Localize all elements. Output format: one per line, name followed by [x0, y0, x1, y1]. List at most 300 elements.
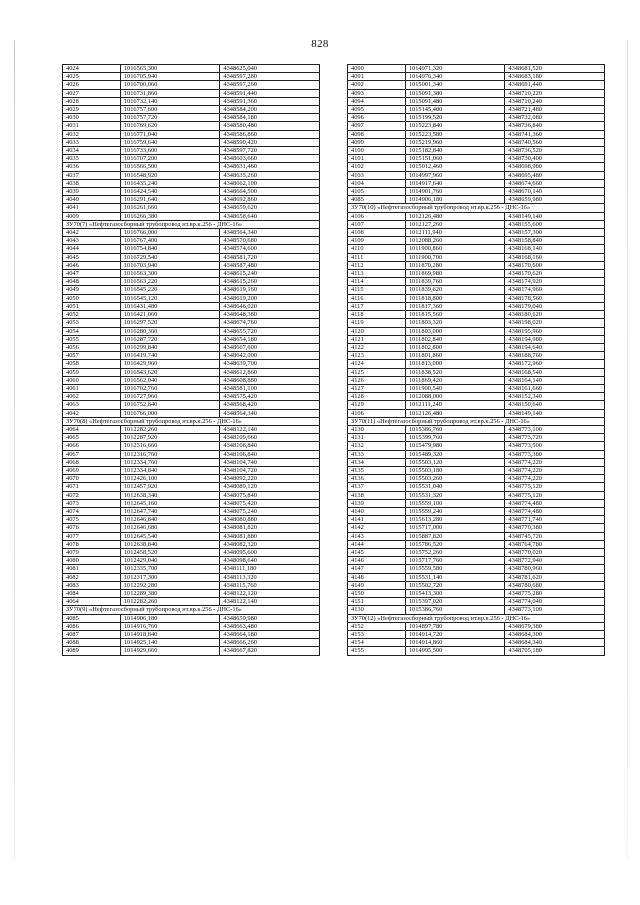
x-coordinate-cell: 1016431,480 [120, 302, 220, 310]
point-number-cell: 4035 [63, 155, 121, 163]
coordinate-row [63, 475, 320, 483]
point-number-cell: 4111 [348, 253, 406, 261]
y-coordinate-cell: 4348081,880 [220, 532, 320, 540]
x-coordinate-cell: 1015012,460 [405, 163, 505, 171]
x-coordinate-cell: 1015503,180 [405, 466, 505, 474]
y-coordinate-cell: 4348730,400 [505, 155, 605, 163]
coordinate-row [348, 606, 605, 614]
y-coordinate-cell: 4348740,560 [505, 138, 605, 146]
x-coordinate-cell: 1015413,300 [405, 590, 505, 598]
y-coordinate-cell: 4348710,220 [505, 89, 605, 97]
coordinate-row [348, 647, 605, 655]
y-coordinate-cell: 4348674,760 [220, 319, 320, 327]
y-coordinate-cell: 4348663,480 [220, 622, 320, 630]
coordinate-row [348, 425, 605, 433]
point-number-cell: 4057 [63, 352, 121, 360]
coordinate-row [348, 458, 605, 466]
coordinate-row [63, 434, 320, 442]
point-number-cell: 4059 [63, 368, 121, 376]
coordinate-row [348, 130, 605, 138]
x-coordinate-cell: 1012429,040 [120, 557, 220, 565]
point-number-cell: 4152 [348, 622, 406, 630]
x-coordinate-cell: 1012638,340 [120, 491, 220, 499]
y-coordinate-cell: 4348774,220 [505, 458, 605, 466]
point-number-cell: 4133 [348, 450, 406, 458]
y-coordinate-cell: 4348584,180 [220, 114, 320, 122]
y-coordinate-cell: 4348152,340 [505, 393, 605, 401]
coordinate-row [348, 434, 605, 442]
x-coordinate-cell: 1015223,840 [405, 122, 505, 130]
y-coordinate-cell: 4348705,180 [505, 647, 605, 655]
y-coordinate-cell: 4348574,600 [220, 245, 320, 253]
coordinate-row [63, 319, 320, 327]
x-coordinate-cell: 1012335,700 [120, 565, 220, 573]
x-coordinate-cell: 1012426,100 [120, 475, 220, 483]
y-coordinate-cell: 4348075,840 [220, 491, 320, 499]
x-coordinate-cell: 1015531,140 [405, 573, 505, 581]
coordinate-row [63, 409, 320, 417]
coordinate-row [63, 122, 320, 130]
x-coordinate-cell: 1016733,600 [120, 147, 220, 155]
x-coordinate-cell: 1016766,000 [120, 229, 220, 237]
point-number-cell: 4092 [348, 81, 406, 89]
point-number-cell: 4086 [63, 622, 121, 630]
x-coordinate-cell: 1016757,720 [120, 114, 220, 122]
x-coordinate-cell: 1012126,480 [405, 212, 505, 220]
y-coordinate-cell: 4348698,980 [505, 163, 605, 171]
y-coordinate-cell: 4348158,840 [505, 237, 605, 245]
coordinate-row [63, 171, 320, 179]
x-coordinate-cell: 1016759,640 [120, 138, 220, 146]
coordinate-row [348, 384, 605, 392]
x-coordinate-cell: 1016566,500 [120, 163, 220, 171]
y-coordinate-cell: 4348658,640 [220, 212, 320, 220]
x-coordinate-cell: 1012645,540 [120, 532, 220, 540]
x-coordinate-cell: 1012289,380 [120, 590, 220, 598]
coordinate-row [348, 294, 605, 302]
point-number-cell: 4026 [63, 81, 121, 89]
x-coordinate-cell: 1012316,660 [120, 442, 220, 450]
point-number-cell: 4112 [348, 261, 406, 269]
point-number-cell: 4106 [348, 212, 406, 220]
section-header-text: ЗУ70(11) «Нефтегазосборный трубопровод нт.вр.к.256 - ДНС-16» [348, 417, 605, 425]
x-coordinate-cell: 1016702,760 [120, 384, 220, 392]
coordinate-row [63, 491, 320, 499]
coordinate-row [348, 147, 605, 155]
x-coordinate-cell: 1016545,220 [120, 286, 220, 294]
y-coordinate-cell: 4348691,440 [505, 81, 605, 89]
section-header-row [348, 204, 605, 212]
y-coordinate-cell: 4348587,480 [220, 261, 320, 269]
x-coordinate-cell: 1014917,640 [405, 179, 505, 187]
coordinate-row [348, 278, 605, 286]
section-header-row [63, 606, 320, 614]
y-coordinate-cell: 4348642,000 [220, 352, 320, 360]
coordinate-row [63, 179, 320, 187]
y-coordinate-cell: 4348568,420 [220, 401, 320, 409]
coordinate-row [348, 540, 605, 548]
point-number-cell: 4115 [348, 286, 406, 294]
y-coordinate-cell: 4348174,920 [505, 278, 605, 286]
point-number-cell: 4064 [63, 425, 121, 433]
point-number-cell: 4042 [63, 229, 121, 237]
x-coordinate-cell: 1015223,580 [405, 130, 505, 138]
y-coordinate-cell: 4348741,360 [505, 130, 605, 138]
coordinate-row [348, 245, 605, 253]
coordinate-row [348, 311, 605, 319]
coordinate-row [348, 270, 605, 278]
x-coordinate-cell: 1012646,680 [120, 524, 220, 532]
y-coordinate-cell: 4348666,260 [220, 639, 320, 647]
x-coordinate-cell: 1012088,000 [405, 393, 505, 401]
y-coordinate-cell: 4348075,240 [220, 507, 320, 515]
y-coordinate-cell: 4348161,660 [505, 384, 605, 392]
x-coordinate-cell: 1015503,120 [405, 458, 505, 466]
point-number-cell: 4101 [348, 155, 406, 163]
x-coordinate-cell: 1016261,660 [120, 204, 220, 212]
point-number-cell: 4104 [348, 179, 406, 187]
point-number-cell: 4130 [348, 425, 406, 433]
y-coordinate-cell: 4348659,980 [220, 614, 320, 622]
point-number-cell: 4047 [63, 270, 121, 278]
coordinate-row [63, 278, 320, 286]
point-number-cell: 4066 [63, 442, 121, 450]
y-coordinate-cell: 4348194,980 [505, 335, 605, 343]
x-coordinate-cell: 1012647,740 [120, 507, 220, 515]
point-number-cell: 4031 [63, 122, 121, 130]
point-number-cell: 4149 [348, 581, 406, 589]
y-coordinate-cell: 4348679,380 [505, 622, 605, 630]
x-coordinate-cell: 1012317,300 [120, 573, 220, 581]
coordinate-row [63, 483, 320, 491]
coordinate-row [348, 196, 605, 204]
y-coordinate-cell: 4348684,340 [505, 639, 605, 647]
coordinate-row [63, 540, 320, 548]
coordinate-row [63, 188, 320, 196]
point-number-cell: 4135 [348, 466, 406, 474]
y-coordinate-cell: 4348648,380 [220, 311, 320, 319]
x-coordinate-cell: 1011838,520 [405, 368, 505, 376]
y-coordinate-cell: 4348597,260 [220, 81, 320, 89]
x-coordinate-cell: 1016767,400 [120, 237, 220, 245]
x-coordinate-cell: 1014971,320 [405, 65, 505, 73]
x-coordinate-cell: 1011818,800 [405, 294, 505, 302]
coordinate-row [348, 229, 605, 237]
x-coordinate-cell: 1015717,000 [405, 524, 505, 532]
coordinate-row [348, 557, 605, 565]
coordinate-row [348, 327, 605, 335]
point-number-cell: 4137 [348, 483, 406, 491]
x-coordinate-cell: 1012292,280 [120, 581, 220, 589]
y-coordinate-cell: 4348732,080 [505, 114, 605, 122]
y-coordinate-cell: 4348780,680 [505, 581, 605, 589]
point-number-cell: 4063 [63, 401, 121, 409]
point-number-cell: 4037 [63, 171, 121, 179]
y-coordinate-cell: 4348106,840 [220, 450, 320, 458]
coordinate-row [63, 204, 320, 212]
section-header-row [348, 417, 605, 425]
x-coordinate-cell: 1014906,180 [405, 196, 505, 204]
coordinate-row [63, 89, 320, 97]
x-coordinate-cell: 1014929,660 [120, 647, 220, 655]
y-coordinate-cell: 4348564,340 [220, 409, 320, 417]
point-number-cell: 4062 [63, 393, 121, 401]
coordinate-row [63, 557, 320, 565]
x-coordinate-cell: 1015386,760 [405, 606, 505, 614]
y-coordinate-cell: 4348195,960 [505, 327, 605, 335]
point-number-cell: 4024 [63, 65, 121, 73]
x-coordinate-cell: 1012645,160 [120, 499, 220, 507]
y-coordinate-cell: 4348075,420 [220, 499, 320, 507]
y-coordinate-cell: 4348591,360 [220, 97, 320, 105]
point-number-cell: 4060 [63, 376, 121, 384]
x-coordinate-cell: 1011815,560 [405, 311, 505, 319]
point-number-cell: 4052 [63, 311, 121, 319]
coordinate-row [63, 360, 320, 368]
y-coordinate-cell: 4348603,660 [220, 155, 320, 163]
x-coordinate-cell: 1011813,000 [405, 360, 505, 368]
coordinate-row [348, 581, 605, 589]
y-coordinate-cell: 4348646,020 [220, 302, 320, 310]
x-coordinate-cell: 1016545,120 [120, 294, 220, 302]
y-coordinate-cell: 4348771,740 [505, 516, 605, 524]
y-coordinate-cell: 4348775,120 [505, 491, 605, 499]
x-coordinate-cell: 1011839,760 [405, 278, 505, 286]
coordinate-row [348, 548, 605, 556]
point-number-cell: 4120 [348, 327, 406, 335]
x-coordinate-cell: 1011802,800 [405, 343, 505, 351]
coordinate-row [348, 466, 605, 474]
point-number-cell: 4042 [63, 409, 121, 417]
point-number-cell: 4130 [348, 606, 406, 614]
coordinate-row [348, 442, 605, 450]
coordinate-row [348, 286, 605, 294]
x-coordinate-cell: 1012334,760 [120, 458, 220, 466]
point-number-cell: 4126 [348, 376, 406, 384]
x-coordinate-cell: 1016705,940 [120, 73, 220, 81]
point-number-cell: 4048 [63, 278, 121, 286]
coordinate-row [63, 458, 320, 466]
point-number-cell: 4056 [63, 343, 121, 351]
point-number-cell: 4049 [63, 286, 121, 294]
left-coordinate-table [62, 64, 320, 656]
point-number-cell: 4140 [348, 507, 406, 515]
y-coordinate-cell: 4348106,840 [220, 442, 320, 450]
coordinate-row [348, 343, 605, 351]
y-coordinate-cell: 4348772,940 [505, 557, 605, 565]
section-header-text: ЗУ70(10) «Нефтегазосборный трубопровод нт.вр.к.256 - ДНС-16» [348, 204, 605, 212]
y-coordinate-cell: 4348615,260 [220, 278, 320, 286]
y-coordinate-cell: 4348564,340 [220, 229, 320, 237]
point-number-cell: 4143 [348, 532, 406, 540]
y-coordinate-cell: 4348659,980 [505, 196, 605, 204]
y-coordinate-cell: 4348104,740 [220, 458, 320, 466]
coordinate-row [63, 384, 320, 392]
point-number-cell: 4105 [348, 188, 406, 196]
y-coordinate-cell: 4348670,140 [505, 188, 605, 196]
coordinate-row [63, 253, 320, 261]
x-coordinate-cell: 1015399,760 [405, 434, 505, 442]
coordinate-row [63, 65, 320, 73]
right-coordinate-table [347, 64, 605, 656]
coordinate-row [63, 631, 320, 639]
x-coordinate-cell: 1016266,380 [120, 212, 220, 220]
y-coordinate-cell: 4348770,020 [505, 548, 605, 556]
y-coordinate-cell: 4348570,680 [220, 237, 320, 245]
x-coordinate-cell: 1015502,720 [405, 581, 505, 589]
coordinate-row [348, 261, 605, 269]
coordinate-row [348, 114, 605, 122]
coordinate-row [63, 343, 320, 351]
y-coordinate-cell: 4348122,140 [220, 598, 320, 606]
y-coordinate-cell: 4348655,720 [220, 327, 320, 335]
point-number-cell: 4147 [348, 565, 406, 573]
point-number-cell: 4077 [63, 532, 121, 540]
x-coordinate-cell: 1014995,500 [405, 647, 505, 655]
point-number-cell: 4119 [348, 319, 406, 327]
y-coordinate-cell: 4348095,600 [220, 548, 320, 556]
y-coordinate-cell: 4348662,100 [220, 179, 320, 187]
x-coordinate-cell: 1016563,220 [120, 278, 220, 286]
y-coordinate-cell: 4348619,160 [220, 286, 320, 294]
y-coordinate-cell: 4348635,260 [220, 171, 320, 179]
coordinate-row [348, 220, 605, 228]
point-number-cell: 4095 [348, 106, 406, 114]
point-number-cell: 4081 [63, 565, 121, 573]
y-coordinate-cell: 4348092,220 [220, 475, 320, 483]
page-number: 828 [311, 38, 329, 50]
coordinate-row [63, 147, 320, 155]
y-coordinate-cell: 4348664,180 [220, 631, 320, 639]
coordinate-row [348, 565, 605, 573]
point-number-cell: 4073 [63, 499, 121, 507]
x-coordinate-cell: 1015559,100 [405, 499, 505, 507]
y-coordinate-cell: 4348664,500 [220, 188, 320, 196]
x-coordinate-cell: 1016703,940 [120, 261, 220, 269]
coordinate-row [63, 237, 320, 245]
point-number-cell: 4122 [348, 343, 406, 351]
point-number-cell: 4141 [348, 516, 406, 524]
x-coordinate-cell: 1011802,840 [405, 335, 505, 343]
point-number-cell: 4091 [348, 73, 406, 81]
point-number-cell: 4045 [63, 253, 121, 261]
section-header-text: ЗУ70(9) «Нефтегазосборный трубопровод нт.вр.к.256 - ДНС-16» [63, 606, 320, 614]
y-coordinate-cell: 4348659,620 [220, 204, 320, 212]
y-coordinate-cell: 4348584,200 [220, 106, 320, 114]
y-coordinate-cell: 4348774,220 [505, 466, 605, 474]
coordinate-row [348, 639, 605, 647]
point-number-cell: 4090 [348, 65, 406, 73]
section-header-text: ЗУ70(12) «Нефтегазосборный трубопровод нт.вр.к.256 - ДНС-16» [348, 614, 605, 622]
y-coordinate-cell: 4348581,100 [220, 384, 320, 392]
y-coordinate-cell: 4348081,820 [220, 524, 320, 532]
y-coordinate-cell: 4348168,160 [505, 253, 605, 261]
x-coordinate-cell: 1016766,000 [120, 409, 220, 417]
point-number-cell: 4123 [348, 352, 406, 360]
x-coordinate-cell: 1012111,240 [405, 401, 505, 409]
x-coordinate-cell: 1012111,940 [405, 229, 505, 237]
point-number-cell: 4053 [63, 319, 121, 327]
x-coordinate-cell: 1016421,060 [120, 311, 220, 319]
x-coordinate-cell: 1015001,340 [405, 81, 505, 89]
x-coordinate-cell: 1015559,240 [405, 507, 505, 515]
y-coordinate-cell: 4348674,660 [505, 179, 605, 187]
coordinate-row [63, 229, 320, 237]
point-number-cell: 4155 [348, 647, 406, 655]
x-coordinate-cell: 1015559,580 [405, 565, 505, 573]
section-header-row [63, 417, 320, 425]
x-coordinate-cell: 1016700,060 [120, 81, 220, 89]
y-coordinate-cell: 4348639,700 [220, 360, 320, 368]
y-coordinate-cell: 4348168,140 [505, 245, 605, 253]
x-coordinate-cell: 1015717,760 [405, 557, 505, 565]
point-number-cell: 4039 [63, 188, 121, 196]
point-number-cell: 4036 [63, 163, 121, 171]
y-coordinate-cell: 4348684,300 [505, 631, 605, 639]
coordinate-row [63, 614, 320, 622]
point-number-cell: 4099 [348, 138, 406, 146]
x-coordinate-cell: 1011839,620 [405, 286, 505, 294]
point-number-cell: 4108 [348, 229, 406, 237]
x-coordinate-cell: 1015489,320 [405, 450, 505, 458]
point-number-cell: 4051 [63, 302, 121, 310]
x-coordinate-cell: 1016771,040 [120, 130, 220, 138]
coordinate-row [63, 73, 320, 81]
y-coordinate-cell: 4348586,860 [220, 130, 320, 138]
y-coordinate-cell: 4348575,420 [220, 393, 320, 401]
coordinate-row [63, 302, 320, 310]
point-number-cell: 4054 [63, 327, 121, 335]
coordinate-row [348, 352, 605, 360]
y-coordinate-cell: 4348080,880 [220, 516, 320, 524]
point-number-cell: 4088 [63, 639, 121, 647]
x-coordinate-cell: 1011900,540 [405, 384, 505, 392]
coordinate-row [63, 548, 320, 556]
point-number-cell: 4069 [63, 466, 121, 474]
x-coordinate-cell: 1014906,180 [120, 614, 220, 622]
coordinate-row [63, 130, 320, 138]
x-coordinate-cell: 1012126,480 [405, 409, 505, 417]
point-number-cell: 4025 [63, 73, 121, 81]
y-coordinate-cell: 4348773,380 [505, 450, 605, 458]
coordinate-row [63, 565, 320, 573]
point-number-cell: 4034 [63, 147, 121, 155]
x-coordinate-cell: 1016435,240 [120, 179, 220, 187]
coordinate-row [63, 622, 320, 630]
x-coordinate-cell: 1015182,840 [405, 147, 505, 155]
x-coordinate-cell: 1016731,860 [120, 89, 220, 97]
x-coordinate-cell: 1016424,540 [120, 188, 220, 196]
point-number-cell: 4067 [63, 450, 121, 458]
point-number-cell: 4103 [348, 171, 406, 179]
y-coordinate-cell: 4348773,100 [505, 425, 605, 433]
coordinate-row [348, 393, 605, 401]
x-coordinate-cell: 1011803,000 [405, 327, 505, 335]
x-coordinate-cell: 1011817,360 [405, 302, 505, 310]
coordinate-row [63, 261, 320, 269]
y-coordinate-cell: 4348774,040 [505, 598, 605, 606]
coordinate-row [63, 516, 320, 524]
y-coordinate-cell: 4348631,460 [220, 163, 320, 171]
section-header-row [348, 614, 605, 622]
point-number-cell: 4125 [348, 368, 406, 376]
point-number-cell: 4044 [63, 245, 121, 253]
point-number-cell: 4083 [63, 581, 121, 589]
x-coordinate-cell: 1016752,840 [120, 401, 220, 409]
point-number-cell: 4096 [348, 114, 406, 122]
y-coordinate-cell: 4348089,120 [220, 483, 320, 491]
x-coordinate-cell: 1015145,400 [405, 106, 505, 114]
